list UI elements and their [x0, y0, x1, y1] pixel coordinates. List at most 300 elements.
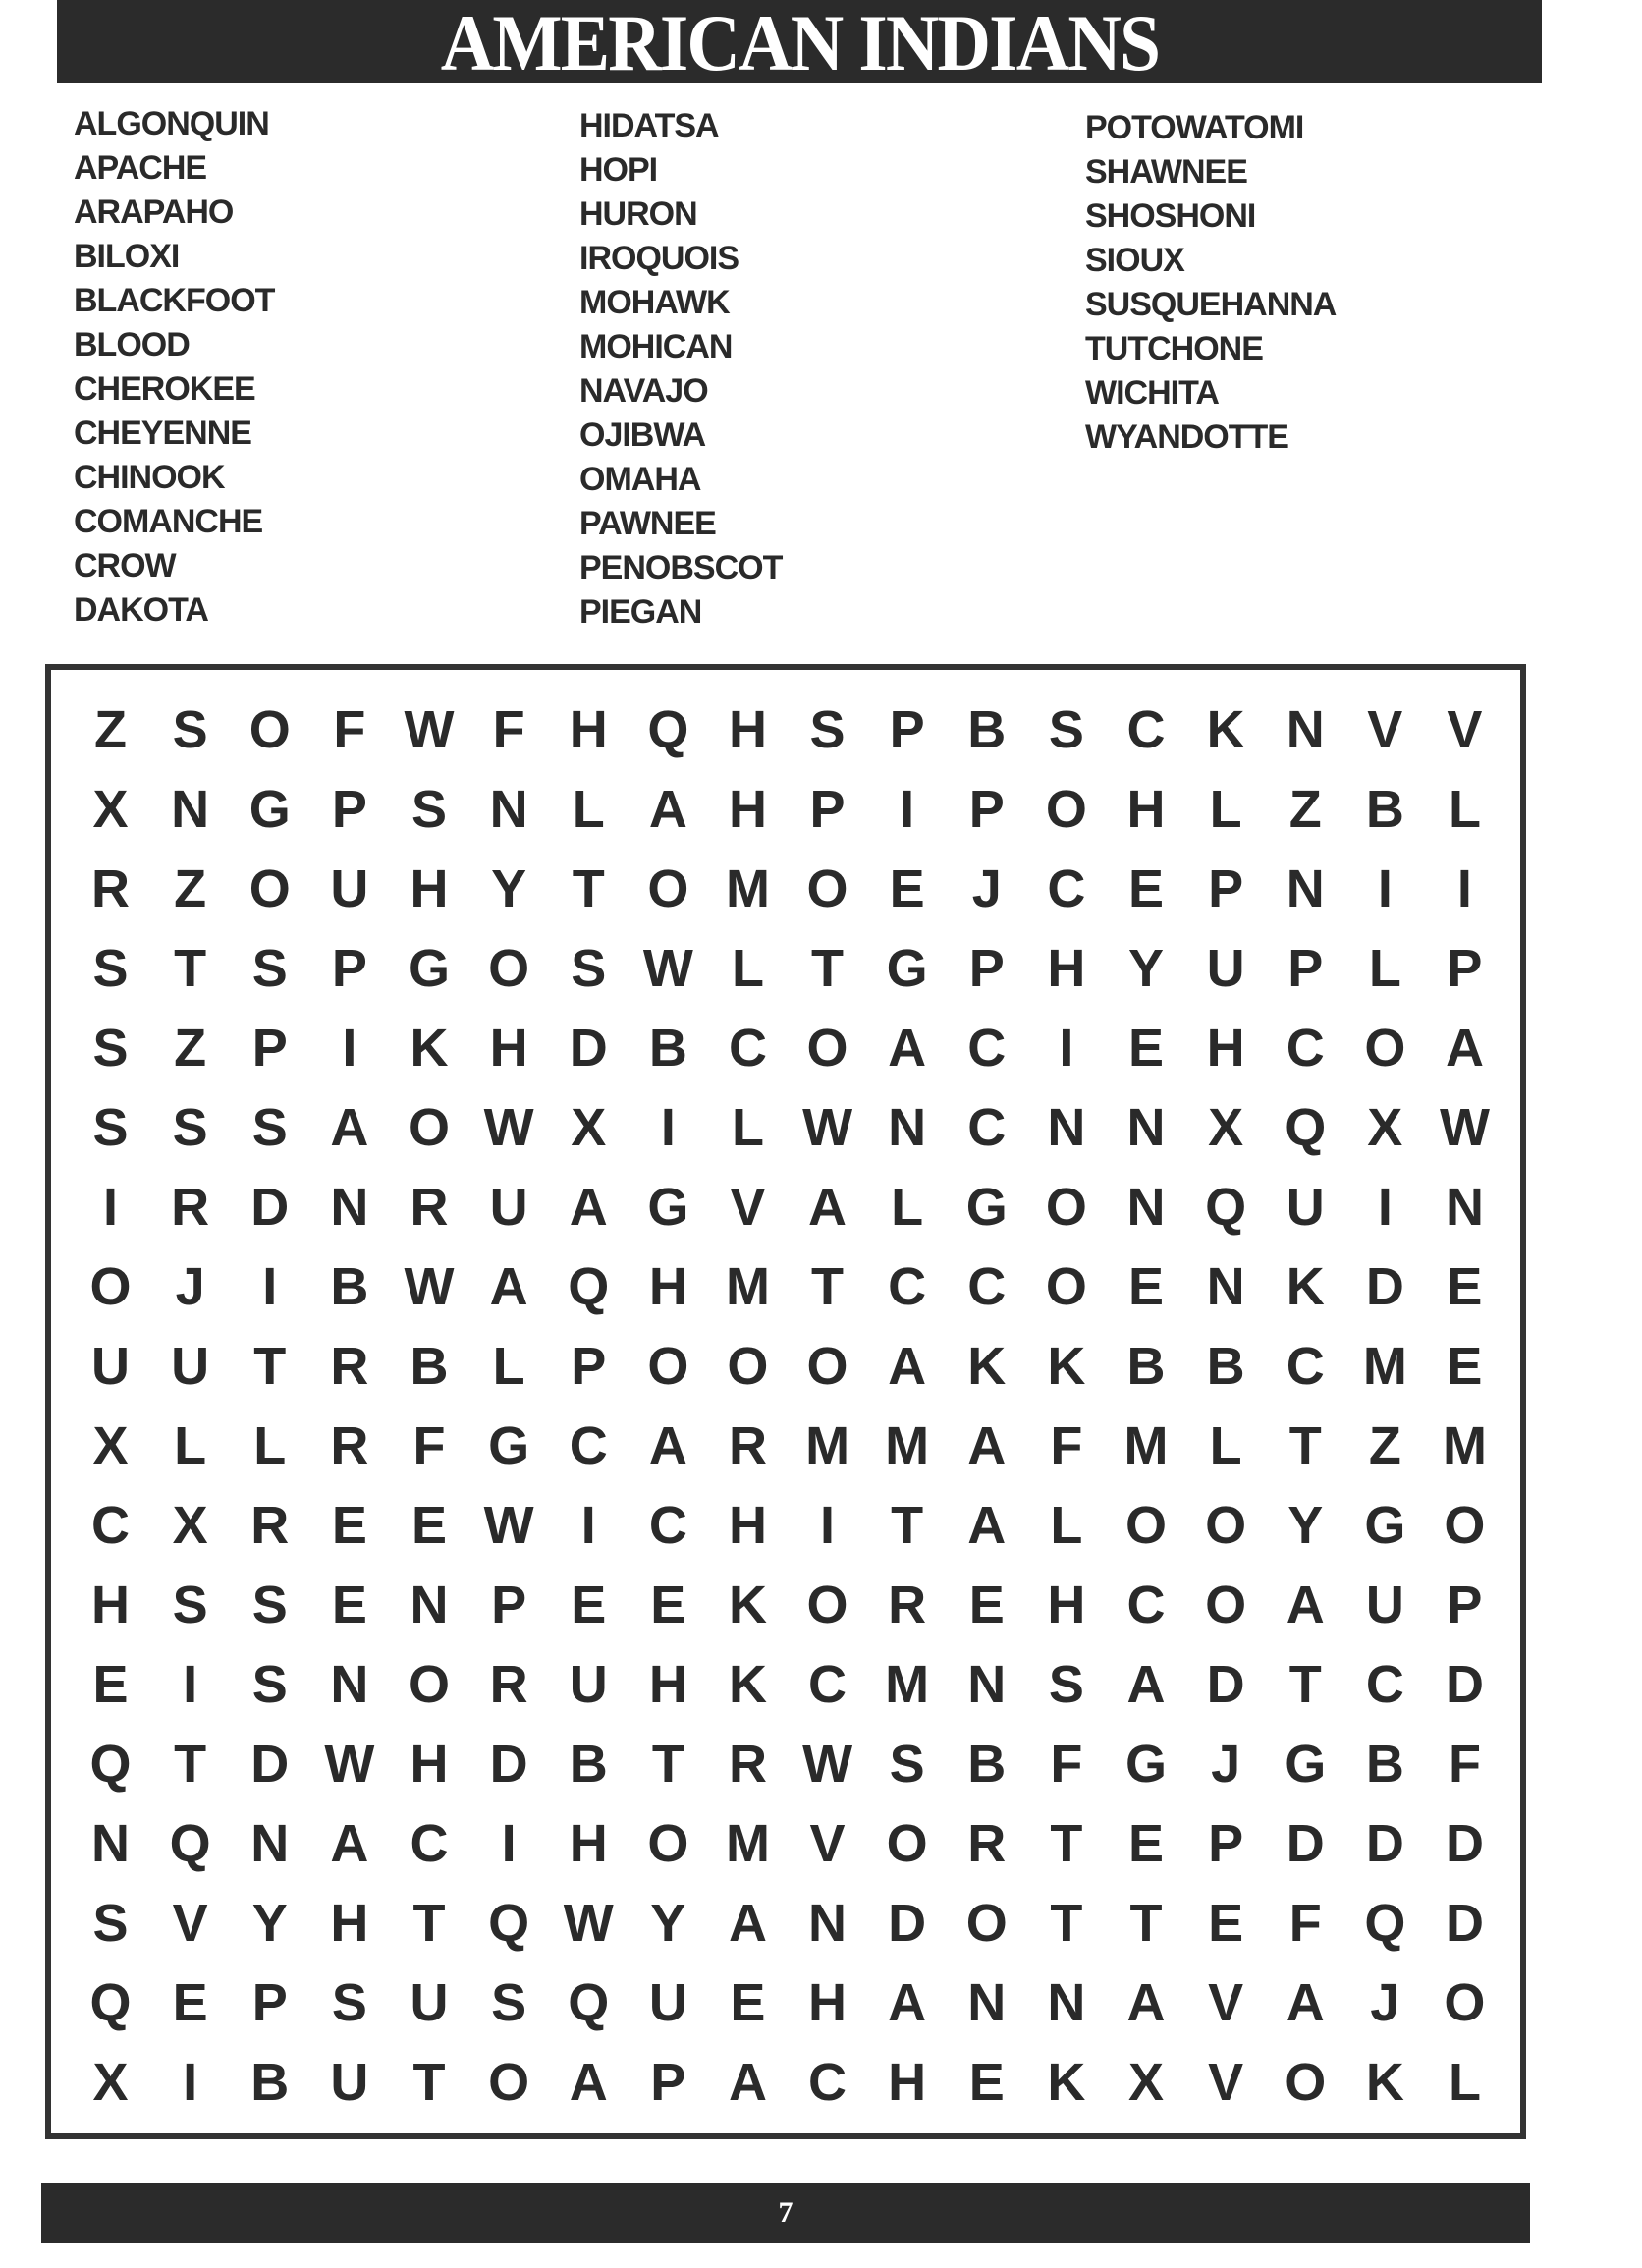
grid-letter: R — [410, 1177, 449, 1237]
grid-letter: S — [331, 1972, 367, 2032]
grid-letter: Z — [1288, 779, 1322, 839]
grid-letter: A — [569, 2052, 608, 2112]
grid-letter: V — [172, 1893, 208, 1953]
grid-letter: R — [888, 1575, 927, 1634]
grid-letter: K — [410, 1018, 449, 1078]
grid-letter: D — [1365, 1813, 1404, 1873]
grid-letter: N — [1047, 1972, 1086, 2032]
word-list-item: WICHITA — [1085, 374, 1219, 412]
puzzle-frame — [45, 664, 1526, 2139]
grid-letter: B — [250, 2052, 290, 2112]
grid-letter: W — [404, 1256, 455, 1316]
word-list-item: CROW — [74, 547, 176, 584]
word-list-item: ALGONQUIN — [74, 105, 269, 142]
grid-letter: M — [725, 1813, 770, 1873]
grid-letter: X — [1208, 1097, 1244, 1157]
grid-letter: W — [642, 938, 693, 998]
grid-letter: W — [483, 1097, 534, 1157]
page-number: 7 — [778, 2196, 794, 2229]
grid-letter: E — [331, 1495, 367, 1555]
grid-letter: P — [251, 1018, 288, 1078]
grid-letter: K — [967, 1336, 1007, 1396]
grid-letter: T — [1050, 1893, 1083, 1953]
grid-letter: N — [330, 1177, 369, 1237]
grid-letter: V — [1208, 1972, 1244, 2032]
grid-letter: T — [811, 938, 845, 998]
grid-letter: C — [808, 1654, 848, 1714]
word-list-item: SHAWNEE — [1085, 153, 1247, 191]
grid-letter: X — [172, 1495, 208, 1555]
grid-letter: P — [331, 779, 367, 839]
grid-letter: P — [571, 1336, 607, 1396]
grid-letter: M — [805, 1415, 850, 1475]
grid-letter: O — [488, 938, 530, 998]
grid-letter: S — [251, 1654, 288, 1714]
grid-letter: O — [1364, 1018, 1406, 1078]
grid-letter: O — [886, 1813, 928, 1873]
grid-letter: C — [967, 1097, 1007, 1157]
grid-letter: H — [808, 1972, 848, 2032]
grid-letter: B — [569, 1734, 608, 1794]
grid-letter: W — [802, 1097, 853, 1157]
grid-letter: K — [1286, 1256, 1325, 1316]
grid-letter: Q — [647, 699, 689, 759]
grid-letter: L — [891, 1177, 924, 1237]
grid-letter: F — [1050, 1415, 1083, 1475]
grid-letter: D — [1206, 1654, 1245, 1714]
grid-letter: G — [488, 1415, 530, 1475]
grid-letter: B — [967, 699, 1007, 759]
grid-letter: U — [410, 1972, 449, 2032]
grid-letter: O — [1045, 1256, 1087, 1316]
grid-letter: S — [172, 1575, 208, 1634]
grid-letter: L — [731, 1097, 764, 1157]
grid-letter: K — [1047, 1336, 1086, 1396]
grid-letter: G — [965, 1177, 1008, 1237]
grid-letter: C — [648, 1495, 687, 1555]
word-list-item: NAVAJO — [579, 372, 708, 410]
grid-letter: O — [488, 2052, 530, 2112]
grid-letter: A — [648, 1415, 687, 1475]
grid-letter: D — [1445, 1893, 1484, 1953]
title-banner — [57, 0, 1542, 87]
grid-letter: A — [1286, 1575, 1325, 1634]
grid-letter: H — [1126, 779, 1166, 839]
grid-letter: T — [1288, 1654, 1322, 1714]
grid-letter: B — [1365, 1734, 1404, 1794]
grid-letter: F — [1050, 1734, 1083, 1794]
grid-letter: A — [808, 1177, 848, 1237]
word-list-item: WYANDOTTE — [1085, 418, 1288, 456]
grid-letter: H — [728, 699, 767, 759]
grid-letter: J — [971, 858, 1002, 918]
grid-letter: A — [888, 1336, 927, 1396]
grid-letter: I — [103, 1177, 119, 1237]
grid-letter: Z — [1368, 1415, 1401, 1475]
grid-letter: I — [183, 2052, 198, 2112]
grid-letter: S — [92, 1893, 129, 1953]
grid-letter: E — [968, 2052, 1005, 2112]
word-list-item: SIOUX — [1085, 242, 1184, 279]
grid-letter: Q — [1205, 1177, 1247, 1237]
word-list-item: OMAHA — [579, 461, 701, 498]
grid-letter: C — [569, 1415, 608, 1475]
grid-letter: R — [171, 1177, 210, 1237]
grid-letter: F — [1288, 1893, 1322, 1953]
grid-letter: F — [333, 699, 366, 759]
grid-letter: S — [251, 938, 288, 998]
grid-letter: L — [572, 779, 605, 839]
grid-letter: W — [324, 1734, 375, 1794]
grid-letter: P — [968, 779, 1005, 839]
grid-letter: T — [1288, 1415, 1322, 1475]
grid-letter: W — [483, 1495, 534, 1555]
page-title: AMERICAN INDIANS — [440, 0, 1159, 87]
word-list-item: APACHE — [74, 149, 207, 187]
grid-letter: A — [1286, 1972, 1325, 2032]
grid-letter: A — [330, 1097, 369, 1157]
grid-letter: C — [888, 1256, 927, 1316]
grid-letter: U — [489, 1177, 528, 1237]
grid-letter: L — [253, 1415, 287, 1475]
grid-letter: C — [967, 1256, 1007, 1316]
grid-letter: N — [1047, 1097, 1086, 1157]
grid-letter: N — [1286, 699, 1325, 759]
grid-letter: D — [489, 1734, 528, 1794]
grid-letter: L — [1448, 2052, 1481, 2112]
grid-letter: R — [250, 1495, 290, 1555]
grid-letter: C — [1286, 1336, 1325, 1396]
grid-letter: H — [569, 699, 608, 759]
grid-letter: A — [967, 1495, 1007, 1555]
grid-letter: F — [412, 1415, 446, 1475]
grid-letter: A — [967, 1415, 1007, 1475]
grid-letter: H — [330, 1893, 369, 1953]
grid-letter: J — [1211, 1734, 1241, 1794]
grid-letter: H — [1206, 1018, 1245, 1078]
word-column — [579, 104, 782, 635]
grid-letter: G — [408, 938, 450, 998]
grid-letter: P — [968, 938, 1005, 998]
grid-letter: P — [650, 2052, 686, 2112]
grid-letter: O — [806, 1336, 848, 1396]
grid-letter: L — [1209, 1415, 1242, 1475]
grid-letter: P — [1447, 938, 1483, 998]
grid-letter: N — [888, 1097, 927, 1157]
grid-letter: O — [965, 1893, 1008, 1953]
grid-letter: Z — [174, 858, 207, 918]
grid-letter: M — [725, 1256, 770, 1316]
grid-letter: S — [172, 699, 208, 759]
grid-letter: U — [330, 2052, 369, 2112]
grid-letter: S — [251, 1575, 288, 1634]
grid-letter: I — [342, 1018, 357, 1078]
grid-letter: Q — [568, 1972, 610, 2032]
grid-letter: U — [171, 1336, 210, 1396]
grid-letter: I — [501, 1813, 517, 1873]
grid-letter: T — [1050, 1813, 1083, 1873]
grid-letter: B — [410, 1336, 449, 1396]
grid-letter: C — [728, 1018, 767, 1078]
grid-letter: P — [1208, 1813, 1244, 1873]
grid-letter: Q — [1285, 1097, 1327, 1157]
grid-letter: T — [412, 2052, 446, 2112]
grid-letter: H — [648, 1256, 687, 1316]
grid-letter: E — [410, 1495, 447, 1555]
word-list-item: PENOBSCOT — [579, 549, 783, 586]
grid-letter: V — [1447, 699, 1483, 759]
grid-letter: C — [967, 1018, 1007, 1078]
grid-letter: T — [572, 858, 605, 918]
word-list — [0, 102, 1642, 633]
grid-letter: B — [967, 1734, 1007, 1794]
grid-letter: D — [250, 1177, 290, 1237]
grid-letter: D — [1286, 1813, 1325, 1873]
grid-letter: Y — [251, 1893, 288, 1953]
grid-letter: U — [1286, 1177, 1325, 1237]
grid-letter: D — [1365, 1256, 1404, 1316]
grid-letter: O — [647, 858, 689, 918]
grid-letter: A — [1126, 1972, 1166, 2032]
grid-letter: J — [175, 1256, 205, 1316]
grid-letter: I — [1377, 1177, 1393, 1237]
grid-letter: Y — [491, 858, 527, 918]
grid-letter: W — [404, 699, 455, 759]
grid-letter: E — [968, 1575, 1005, 1634]
grid-letter: S — [410, 779, 447, 839]
grid-letter: E — [889, 858, 925, 918]
grid-letter: H — [1047, 1575, 1086, 1634]
grid-letter: S — [809, 699, 846, 759]
word-list-item: HOPI — [579, 151, 658, 189]
word-list-item: PAWNEE — [579, 505, 716, 542]
grid-letter: L — [492, 1336, 525, 1396]
grid-letter: O — [806, 1575, 848, 1634]
word-list-item: DAKOTA — [74, 591, 208, 629]
grid-letter: S — [1048, 1654, 1084, 1714]
grid-letter: K — [728, 1575, 767, 1634]
grid-letter: P — [251, 1972, 288, 2032]
grid-letter: Y — [1287, 1495, 1324, 1555]
grid-letter: H — [728, 779, 767, 839]
grid-letter: V — [1208, 2052, 1244, 2112]
grid-letter: V — [730, 1177, 766, 1237]
grid-letter: Q — [1364, 1893, 1406, 1953]
grid-letter: O — [806, 1018, 848, 1078]
grid-letter: D — [1445, 1654, 1484, 1714]
grid-letter: H — [410, 858, 449, 918]
grid-letter: I — [1377, 858, 1393, 918]
grid-letter: G — [1285, 1734, 1327, 1794]
word-column — [1085, 106, 1336, 460]
grid-letter: M — [885, 1654, 930, 1714]
grid-letter: L — [1448, 779, 1481, 839]
grid-letter: I — [900, 779, 915, 839]
grid-letter: I — [262, 1256, 278, 1316]
grid-letter: M — [885, 1415, 930, 1475]
grid-letter: P — [1287, 938, 1324, 998]
word-list-item: SUSQUEHANNA — [1085, 286, 1337, 323]
grid-letter: N — [1445, 1177, 1484, 1237]
grid-letter: P — [889, 699, 925, 759]
grid-letter: P — [491, 1575, 527, 1634]
grid-letter: A — [888, 1018, 927, 1078]
word-list-item: CHEROKEE — [74, 370, 255, 408]
grid-letter: N — [410, 1575, 449, 1634]
grid-letter: C — [1126, 1575, 1166, 1634]
word-list-item: MOHICAN — [579, 328, 733, 365]
grid-letter: T — [1129, 1893, 1163, 1953]
grid-letter: X — [571, 1097, 607, 1157]
grid-letter: E — [730, 1972, 766, 2032]
grid-letter: C — [808, 2052, 848, 2112]
word-list-item: SHOSHONI — [1085, 197, 1256, 235]
grid-letter: T — [651, 1734, 684, 1794]
grid-letter: K — [728, 1654, 767, 1714]
grid-letter: O — [408, 1097, 450, 1157]
grid-letter: S — [491, 1972, 527, 2032]
grid-letter: O — [1045, 779, 1087, 839]
grid-letter: R — [330, 1336, 369, 1396]
grid-letter: A — [330, 1813, 369, 1873]
grid-letter: S — [92, 1097, 129, 1157]
grid-letter: N — [330, 1654, 369, 1714]
grid-letter: I — [1059, 1018, 1074, 1078]
grid-letter: T — [253, 1336, 287, 1396]
grid-letter: G — [1124, 1734, 1167, 1794]
grid-letter: B — [1126, 1336, 1166, 1396]
grid-letter: N — [171, 779, 210, 839]
grid-letter: T — [811, 1256, 845, 1316]
grid-letter: U — [1365, 1575, 1404, 1634]
grid-letter: H — [410, 1734, 449, 1794]
grid-letter: W — [1439, 1097, 1490, 1157]
grid-letter: E — [1127, 858, 1164, 918]
grid-letter: D — [569, 1018, 608, 1078]
grid-letter: E — [92, 1654, 129, 1714]
grid-letter: S — [92, 1018, 129, 1078]
grid-letter: O — [1285, 2052, 1327, 2112]
grid-letter: X — [92, 1415, 129, 1475]
grid-letter: E — [571, 1575, 607, 1634]
grid-letter: S — [92, 938, 129, 998]
grid-letter: X — [92, 779, 129, 839]
word-list-item: OJIBWA — [579, 416, 706, 454]
word-list-item: BLOOD — [74, 326, 190, 363]
grid-letter: N — [489, 779, 528, 839]
word-list-item: ARAPAHO — [74, 194, 234, 231]
grid-letter: P — [331, 938, 367, 998]
grid-letter: E — [1447, 1256, 1483, 1316]
grid-letter: J — [1370, 1972, 1400, 2032]
grid-letter: A — [648, 779, 687, 839]
grid-letter: E — [1127, 1256, 1164, 1316]
grid-letter: O — [1205, 1575, 1247, 1634]
grid-letter: Z — [174, 1018, 207, 1078]
grid-letter: K — [1047, 2052, 1086, 2112]
grid-letter: S — [571, 938, 607, 998]
grid-letter: I — [580, 1495, 596, 1555]
grid-letter: O — [1045, 1177, 1087, 1237]
grid-letter: H — [489, 1018, 528, 1078]
grid-letter: L — [1209, 779, 1242, 839]
grid-letter: U — [569, 1654, 608, 1714]
grid-letter: C — [1365, 1654, 1404, 1714]
grid-letter: D — [888, 1893, 927, 1953]
grid-letter: O — [248, 699, 291, 759]
word-list-item: CHEYENNE — [74, 415, 251, 452]
grid-letter: H — [648, 1654, 687, 1714]
grid-letter: K — [1365, 2052, 1404, 2112]
grid-letter: F — [1448, 1734, 1481, 1794]
grid-letter: X — [1367, 1097, 1403, 1157]
grid-letter: G — [647, 1177, 689, 1237]
grid-letter: N — [250, 1813, 290, 1873]
grid-letter: X — [1127, 2052, 1164, 2112]
grid-letter: A — [728, 2052, 767, 2112]
grid-letter: N — [967, 1654, 1007, 1714]
grid-letter: P — [1447, 1575, 1483, 1634]
grid-letter: L — [174, 1415, 207, 1475]
grid-letter: A — [728, 1893, 767, 1953]
word-list-item: HURON — [579, 195, 697, 233]
grid-letter: L — [731, 938, 764, 998]
grid-letter: A — [489, 1256, 528, 1316]
grid-letter: S — [889, 1734, 925, 1794]
grid-letter: E — [1447, 1336, 1483, 1396]
grid-letter: N — [967, 1972, 1007, 2032]
grid-letter: Y — [650, 1893, 686, 1953]
word-list-item: BLACKFOOT — [74, 282, 275, 319]
grid-letter: M — [725, 858, 770, 918]
grid-letter: Y — [1127, 938, 1164, 998]
word-list-item: IROQUOIS — [579, 240, 739, 277]
grid-letter: Q — [169, 1813, 211, 1873]
word-list-item: POTOWATOMI — [1085, 109, 1304, 146]
grid-letter: U — [1206, 938, 1245, 998]
grid-letter: M — [1362, 1336, 1407, 1396]
grid-letter: W — [802, 1734, 853, 1794]
grid-letter: L — [1050, 1495, 1083, 1555]
grid-letter: G — [1364, 1495, 1406, 1555]
grid-letter: F — [492, 699, 525, 759]
grid-letter: A — [1445, 1018, 1484, 1078]
grid-letter: A — [569, 1177, 608, 1237]
grid-letter: H — [569, 1813, 608, 1873]
grid-letter: Q — [89, 1972, 132, 2032]
grid-letter: V — [1367, 699, 1403, 759]
word-column — [74, 102, 274, 633]
grid-letter: M — [1442, 1415, 1487, 1475]
grid-letter: G — [248, 779, 291, 839]
grid-letter: S — [251, 1097, 288, 1157]
grid-letter: R — [330, 1415, 369, 1475]
grid-letter: I — [183, 1654, 198, 1714]
grid-letter: N — [1206, 1256, 1245, 1316]
word-list-item: CHINOOK — [74, 459, 225, 496]
grid-letter: C — [91, 1495, 131, 1555]
grid-letter: D — [1445, 1813, 1484, 1873]
word-list-item: HIDATSA — [579, 107, 719, 144]
grid-letter: R — [728, 1734, 767, 1794]
grid-letter: O — [408, 1654, 450, 1714]
grid-letter: E — [172, 1972, 208, 2032]
grid-letter: U — [91, 1336, 131, 1396]
grid-letter: N — [91, 1813, 131, 1873]
grid-letter: X — [92, 2052, 129, 2112]
grid-letter: M — [1123, 1415, 1169, 1475]
grid-letter: W — [563, 1893, 614, 1953]
